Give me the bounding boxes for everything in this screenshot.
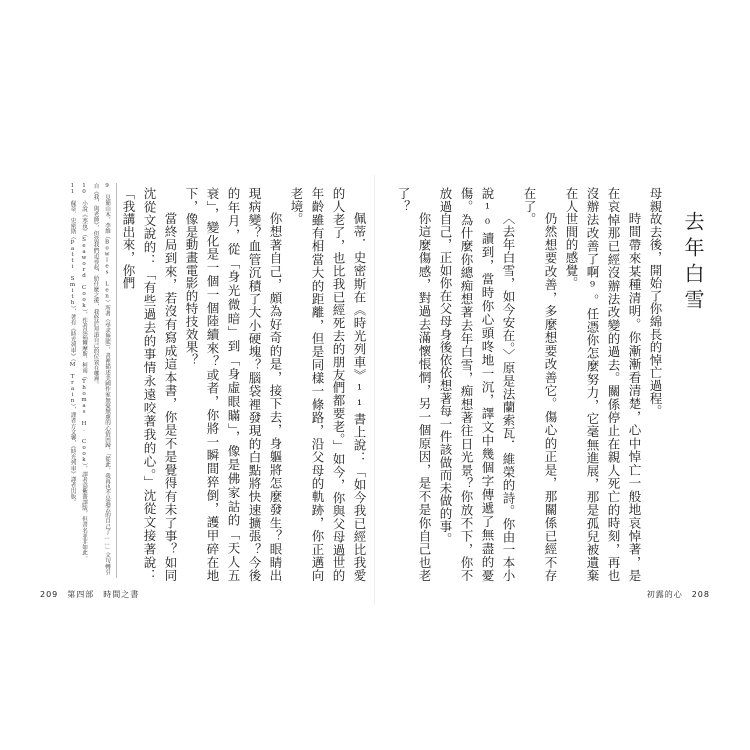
footnote-9: 9 見簡山木，李維（Bowles Len）所著（尋求無能），書裡描述美國作家無憂無慮的心情回歸，「從此，我再也不是過去的自己了……」文句轉引自《我，與老師》，但當我們追尋起，給什麼之後，我終於知道自己的位置在哪裡。 [92, 183, 110, 575]
paragraph: 母親故去後，開始了你綿長的悼亡過程。 [648, 187, 663, 418]
left-body-text [121, 187, 370, 582]
folio-right: 初露的心 208 [646, 590, 710, 599]
paragraph: 你這麼傷感，對過去滿懷悵惘，另一個原因，是不是你自己也老了？ [396, 187, 432, 582]
paragraph: 仍然想要改善，多麼想要改善它。傷心的正是，那關係已經不存在了。 [522, 187, 558, 582]
footnotes [40, 183, 112, 578]
paragraph: 〈去年白雪，如今安在。〉原是法蘭索瓦．維榮的詩。你由一本小說¹⁰讀到，當時你心頭咚地一沉，譯文中幾個字傳遞了無盡的憂傷。為什麼你總痴想著去年白雪，痴想著往日光景？你放不下，你不放過自己，正如你在父母身後依依想著每一件該做而未做的事。 [438, 187, 516, 582]
paragraph: 當終局到來，若沒有寫成這本書，你是不是覺得有未了事？如同沈從文說的：「有些過去的事情永遠咬著我的心。」沈從文接著說：「我講出來，你們 [121, 187, 178, 582]
footnote-11: 11 佩蒂．史密斯（Patti Smith），著有《時光列車》（M Train），譯者方文馨，《時光列車》譯者出版。 [69, 183, 76, 505]
folio-left: 209 第四部 時間之書 [40, 590, 140, 599]
paragraph: 你想著自己，頗為好奇的是，接下去，身軀將怎麼發生？眼睛出現病變？血管沉積了大小硬塊？腦袋裡發現的白點將快速擴張？今後的年月，從「身光微暗」到「身虛眼瞞」，像是佛家詁的「天人五衰」，變化是一個一個陸續來？或者，你將一瞬間猝倒，護甲碎在地下，像是動畫電影的特技效果？ [184, 187, 283, 582]
book-spread [40, 175, 710, 605]
right-body-text [398, 187, 666, 582]
footnote-rule [116, 183, 117, 578]
chapter-title: 去年白雪 [681, 211, 705, 315]
footnote-10: 10 小說《寒夜》（Seaword Cook），作者是福爾摩斯．柯南（Thomas H. Cook），譯者高紫薔譯版，但書名並非如此。 [81, 183, 87, 561]
paragraph: 佩蒂．史密斯在《時光列車》¹¹書上說：「如今我已經比我愛的人老了，也比我已經死去的朋友們都要老。」如今，你與父母過世的年齡雖有相當大的距離，但是同樣一條路，沿父母的軌跡，你正邁向老境。 [289, 187, 367, 582]
gutter [374, 175, 375, 605]
paragraph: 時間帶來某種清明。你漸漸看清楚，心中悼亡一般地哀悼著，是在哀悼那已經沒辦法改變的過去。關係停止在親人死亡的時刻，再也沒辦法改善了啊⁹。任憑你怎麼努力，它毫無進展，那是孤兒被遺棄在人世間的感覺。 [564, 187, 642, 582]
right-page [378, 175, 710, 605]
left-page [40, 175, 370, 605]
